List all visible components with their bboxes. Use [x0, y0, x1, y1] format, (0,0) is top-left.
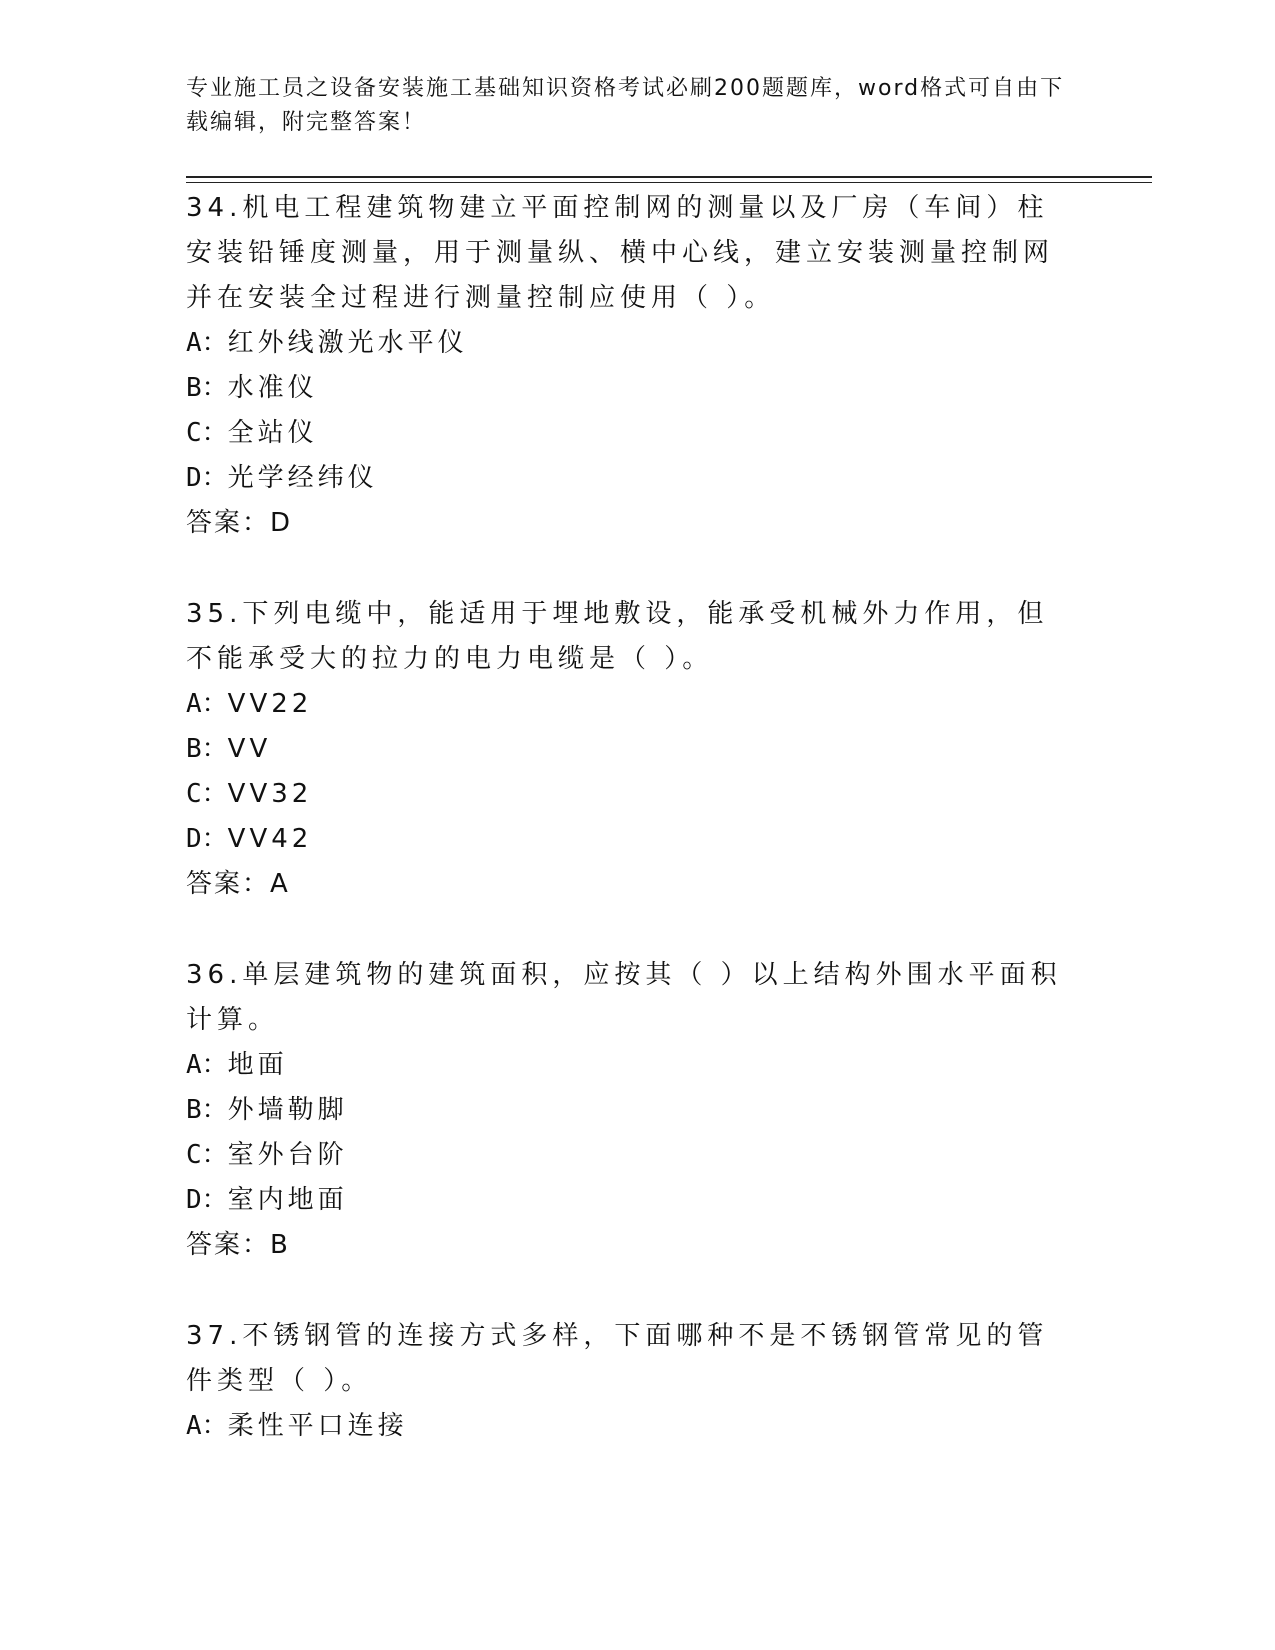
answer-label: 答案：A — [186, 869, 290, 899]
option-text: 外墙勒脚 — [227, 1095, 348, 1125]
option-a — [186, 321, 1076, 366]
option-d — [186, 817, 1076, 862]
option-b — [186, 366, 1076, 411]
option-text: 红外线激光水平仪 — [227, 328, 468, 358]
option-d — [186, 456, 1076, 501]
question-37 — [186, 1314, 1076, 1449]
option-a — [186, 682, 1076, 727]
question-stem: 35.下列电缆中，能适用于埋地敷设，能承受机械外力作用，但不能承受大的拉力的电力电缆是（ ）。 — [186, 599, 1049, 674]
option-letter: D： — [186, 463, 228, 493]
option-letter: C： — [186, 779, 228, 809]
question-36 — [186, 953, 1076, 1268]
option-letter: D： — [186, 1185, 228, 1215]
question-stem: 37.不锈钢管的连接方式多样，下面哪种不是不锈钢管常见的管件类型（ ）。 — [186, 1321, 1049, 1396]
option-b — [186, 1088, 1076, 1133]
question-stem: 36.单层建筑物的建筑面积，应按其（ ）以上结构外围水平面积计算。 — [186, 960, 1062, 1035]
header-divider-thick — [186, 176, 1152, 178]
option-text: 光学经纬仪 — [227, 463, 378, 493]
option-a — [186, 1404, 1076, 1449]
option-letter: A： — [186, 1050, 228, 1080]
option-text: 柔性平口连接 — [227, 1411, 408, 1441]
option-text: VV32 — [227, 779, 313, 809]
option-letter: C： — [186, 1140, 228, 1170]
option-letter: A： — [186, 689, 228, 719]
option-text: VV — [227, 734, 272, 764]
option-letter: D： — [186, 824, 228, 854]
option-letter: B： — [186, 373, 228, 403]
option-letter: B： — [186, 1095, 228, 1125]
question-stem: 34.机电工程建筑物建立平面控制网的测量以及厂房（车间）柱安装铅锤度测量，用于测量纵、横中心线，建立安装测量控制网并在安装全过程进行测量控制应使用（ ）。 — [186, 193, 1055, 313]
question-35 — [186, 592, 1076, 907]
option-letter: B： — [186, 734, 228, 764]
answer-label: 答案：D — [186, 508, 293, 538]
option-c — [186, 772, 1076, 817]
option-text: 地面 — [227, 1050, 288, 1080]
option-letter: A： — [186, 328, 228, 358]
option-a — [186, 1043, 1076, 1088]
option-letter: A： — [186, 1411, 228, 1441]
option-text: 室外台阶 — [227, 1140, 348, 1170]
option-text: 室内地面 — [227, 1185, 348, 1215]
option-b — [186, 727, 1076, 772]
header-divider-thin — [186, 182, 1152, 183]
question-34 — [186, 186, 1076, 546]
option-c — [186, 1133, 1076, 1178]
option-d — [186, 1178, 1076, 1223]
document-header: 专业施工员之设备安装施工基础知识资格考试必刷200题题库，word格式可自由下载编辑，附完整答案！ — [186, 76, 1065, 135]
answer-label: 答案：B — [186, 1230, 290, 1260]
option-text: 全站仪 — [227, 418, 318, 448]
option-c — [186, 411, 1076, 456]
option-text: VV42 — [227, 824, 313, 854]
option-text: 水准仪 — [227, 373, 318, 403]
option-text: VV22 — [227, 689, 313, 719]
option-letter: C： — [186, 418, 228, 448]
